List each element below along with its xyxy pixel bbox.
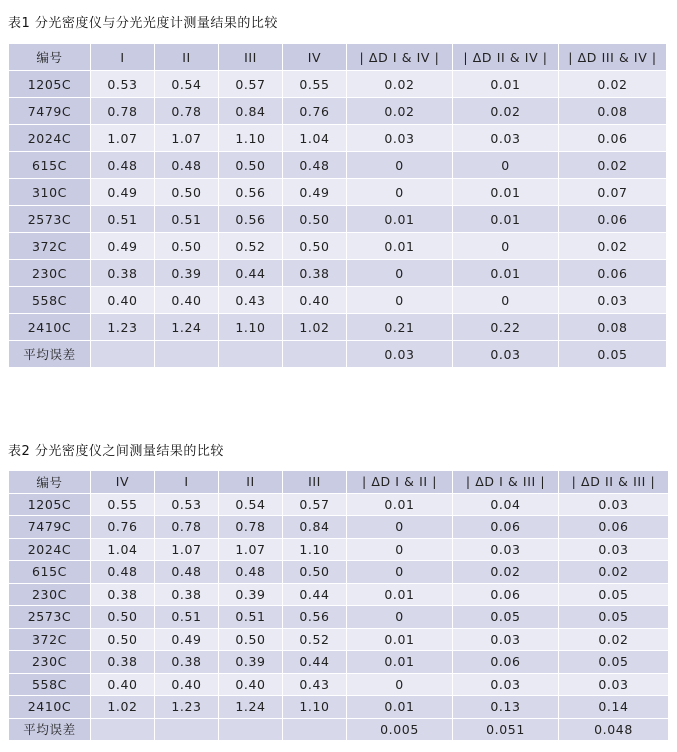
table-cell: 1.10 (283, 538, 347, 561)
table-cell: 0.39 (219, 651, 283, 674)
table-cell: 0.57 (283, 493, 347, 516)
table-cell (219, 718, 283, 741)
table-cell: 平均误差 (9, 718, 91, 741)
table-cell: 0.01 (453, 206, 559, 233)
table-cell: 0 (347, 673, 453, 696)
table-cell: 0.01 (453, 179, 559, 206)
table-cell: 0.78 (155, 516, 219, 539)
table-cell: 0.76 (283, 98, 347, 125)
header-cell: | ΔD II & III | (559, 471, 669, 494)
table-cell (283, 341, 347, 368)
table-cell: 0.13 (453, 696, 559, 719)
table-cell: 0.40 (91, 287, 155, 314)
table-cell: 0.02 (453, 561, 559, 584)
table-cell: 0.51 (91, 206, 155, 233)
table-row (9, 179, 667, 206)
header-cell: I (91, 44, 155, 71)
table-cell: 0.06 (559, 125, 667, 152)
header-cell: IV (91, 471, 155, 494)
table-cell: 2024C (9, 538, 91, 561)
table-cell: 0.14 (559, 696, 669, 719)
table-row (9, 233, 667, 260)
table-cell: 0.56 (283, 606, 347, 629)
table-cell: 0.05 (559, 606, 669, 629)
table-cell: 0.50 (283, 206, 347, 233)
header-cell: I (155, 471, 219, 494)
table-cell: 0.03 (453, 538, 559, 561)
table-cell: 2573C (9, 606, 91, 629)
table-cell: 0.05 (453, 606, 559, 629)
table-header-row (9, 44, 667, 71)
table-cell (91, 718, 155, 741)
table-cell: 0.49 (155, 628, 219, 651)
table-cell: 0.01 (453, 260, 559, 287)
table-row (9, 538, 669, 561)
table-cell: 0.40 (219, 673, 283, 696)
table-cell: 230C (9, 260, 91, 287)
table-row (9, 287, 667, 314)
table-cell: 0.48 (219, 561, 283, 584)
table-cell: 0 (453, 287, 559, 314)
table-cell: 2410C (9, 696, 91, 719)
header-cell: III (219, 44, 283, 71)
table-row (9, 125, 667, 152)
table-cell: 0.01 (347, 651, 453, 674)
table-cell: 0.53 (155, 493, 219, 516)
header-cell: II (155, 44, 219, 71)
table-cell: 0.54 (219, 493, 283, 516)
table-cell: 372C (9, 233, 91, 260)
table-cell: 0.21 (347, 314, 453, 341)
table-cell: 0.55 (283, 71, 347, 98)
table-cell (155, 718, 219, 741)
table-cell: 0 (347, 538, 453, 561)
table-cell: 0.048 (559, 718, 669, 741)
table-cell: 0 (347, 561, 453, 584)
table-cell: 0.06 (453, 583, 559, 606)
table-row (9, 516, 669, 539)
table-cell: 0.03 (453, 673, 559, 696)
table-cell: 0.57 (219, 71, 283, 98)
table-cell: 1205C (9, 71, 91, 98)
table-cell: 1.07 (219, 538, 283, 561)
table-cell: 0.51 (155, 606, 219, 629)
table-cell: 0.06 (559, 516, 669, 539)
table-cell: 0.51 (219, 606, 283, 629)
table-cell (283, 718, 347, 741)
table-row (9, 152, 667, 179)
table-cell: 0.02 (347, 98, 453, 125)
table-cell: 0.50 (91, 606, 155, 629)
table-cell: 0.50 (155, 179, 219, 206)
table-cell: 0.05 (559, 651, 669, 674)
table-cell: 1.23 (155, 696, 219, 719)
table-cell: 0.48 (91, 561, 155, 584)
table-cell: 0 (347, 606, 453, 629)
table-row (9, 98, 667, 125)
table-row (9, 606, 669, 629)
table1 (8, 43, 667, 368)
table-cell: 0.48 (91, 152, 155, 179)
table-cell: 0.39 (219, 583, 283, 606)
table-cell: 0.02 (559, 628, 669, 651)
table-footer-row (9, 341, 667, 368)
table-cell: 1.23 (91, 314, 155, 341)
table-cell: 0.39 (155, 260, 219, 287)
table-cell: 0.84 (283, 516, 347, 539)
table-cell: 1.07 (91, 125, 155, 152)
table-cell: 310C (9, 179, 91, 206)
table-cell: 0.38 (155, 651, 219, 674)
table-cell: 1.07 (155, 538, 219, 561)
table-cell: 615C (9, 561, 91, 584)
table-cell: 0.40 (91, 673, 155, 696)
table-cell: 0.38 (91, 651, 155, 674)
table-cell: 0.43 (283, 673, 347, 696)
table-cell (91, 341, 155, 368)
header-cell: III (283, 471, 347, 494)
table-cell (219, 341, 283, 368)
table-cell: 0.04 (453, 493, 559, 516)
table-cell: 0.48 (155, 152, 219, 179)
table-row (9, 493, 669, 516)
header-cell: 编号 (9, 471, 91, 494)
table-cell: 0.50 (283, 233, 347, 260)
header-cell: | ΔD I & III | (453, 471, 559, 494)
table-row (9, 673, 669, 696)
table-cell: 0 (347, 179, 453, 206)
table-cell: 0.76 (91, 516, 155, 539)
table-cell: 558C (9, 287, 91, 314)
table-cell: 1.02 (91, 696, 155, 719)
table-cell: 0.02 (559, 233, 667, 260)
table-cell: 0.49 (91, 233, 155, 260)
table-row (9, 696, 669, 719)
table-row (9, 260, 667, 287)
table-cell: 0.05 (559, 583, 669, 606)
table-cell: 0.01 (347, 628, 453, 651)
table-cell: 230C (9, 651, 91, 674)
table-cell: 1.07 (155, 125, 219, 152)
table-cell: 1.24 (155, 314, 219, 341)
table-cell: 0.03 (559, 673, 669, 696)
table-cell: 0.52 (219, 233, 283, 260)
table-cell: 0.51 (155, 206, 219, 233)
table-cell: 0.03 (559, 493, 669, 516)
header-cell: 编号 (9, 44, 91, 71)
table-cell: 0 (453, 233, 559, 260)
table-cell: 0.44 (283, 651, 347, 674)
table-cell: 230C (9, 583, 91, 606)
table-cell: 0.01 (453, 71, 559, 98)
table-cell: 0 (347, 152, 453, 179)
table-cell: 0 (347, 516, 453, 539)
table-cell: 2410C (9, 314, 91, 341)
table-row (9, 314, 667, 341)
table-cell: 0 (347, 260, 453, 287)
table-cell: 0.005 (347, 718, 453, 741)
table-cell: 0.01 (347, 493, 453, 516)
table-cell: 0.08 (559, 98, 667, 125)
table-cell: 1205C (9, 493, 91, 516)
table-cell: 0.01 (347, 696, 453, 719)
header-cell: | ΔD III & IV | (559, 44, 667, 71)
table-cell: 平均误差 (9, 341, 91, 368)
table-row (9, 561, 669, 584)
table-cell: 0.03 (453, 125, 559, 152)
table-cell: 1.10 (283, 696, 347, 719)
table-cell: 0.03 (347, 125, 453, 152)
table-cell: 0.22 (453, 314, 559, 341)
table-cell: 0.40 (155, 673, 219, 696)
table-cell: 0.01 (347, 233, 453, 260)
table-cell: 2573C (9, 206, 91, 233)
table-cell: 7479C (9, 516, 91, 539)
table-cell: 1.04 (283, 125, 347, 152)
table-row (9, 71, 667, 98)
table-cell: 0.06 (559, 206, 667, 233)
table-cell: 615C (9, 152, 91, 179)
table-cell: 0.50 (155, 233, 219, 260)
table-row (9, 206, 667, 233)
table2-caption: 表2 分光密度仪之间测量结果的比较 (8, 444, 224, 459)
table-cell: 0.02 (559, 561, 669, 584)
table-cell: 0.38 (283, 260, 347, 287)
table-cell: 0.55 (91, 493, 155, 516)
table-cell: 0.40 (283, 287, 347, 314)
table-cell: 0.01 (347, 583, 453, 606)
table-footer-row (9, 718, 669, 741)
table-cell: 0.06 (453, 516, 559, 539)
table-header-row (9, 471, 669, 494)
table-cell: 0.78 (155, 98, 219, 125)
table-cell: 0.50 (219, 628, 283, 651)
table-cell: 0.53 (91, 71, 155, 98)
table-cell: 0.50 (283, 561, 347, 584)
header-cell: | ΔD I & IV | (347, 44, 453, 71)
table-cell: 0.38 (155, 583, 219, 606)
table-cell: 7479C (9, 98, 91, 125)
table-cell: 0.56 (219, 179, 283, 206)
table-cell: 372C (9, 628, 91, 651)
table-cell (155, 341, 219, 368)
table-row (9, 651, 669, 674)
table-cell: 0.54 (155, 71, 219, 98)
table-cell: 0.43 (219, 287, 283, 314)
table-cell: 0.49 (283, 179, 347, 206)
table-cell: 0.50 (91, 628, 155, 651)
table-cell: 0.49 (91, 179, 155, 206)
table-cell: 0.84 (219, 98, 283, 125)
table-cell: 0.40 (155, 287, 219, 314)
table-cell: 0.52 (283, 628, 347, 651)
header-cell: | ΔD II & IV | (453, 44, 559, 71)
table-cell: 0.02 (559, 71, 667, 98)
table-cell: 0.50 (219, 152, 283, 179)
table-cell: 0.02 (559, 152, 667, 179)
table-row (9, 628, 669, 651)
table1-caption: 表1 分光密度仪与分光光度计测量结果的比较 (8, 16, 278, 31)
table-cell: 0.051 (453, 718, 559, 741)
table-cell: 0.08 (559, 314, 667, 341)
table-cell: 0.78 (91, 98, 155, 125)
table-cell: 0.03 (453, 341, 559, 368)
table-cell: 0.48 (283, 152, 347, 179)
table-cell: 0.03 (453, 628, 559, 651)
table-cell: 1.10 (219, 125, 283, 152)
table-cell: 0.02 (347, 71, 453, 98)
table-cell: 0.56 (219, 206, 283, 233)
header-cell: IV (283, 44, 347, 71)
header-cell: II (219, 471, 283, 494)
table-cell: 0 (453, 152, 559, 179)
table-cell: 0.03 (559, 287, 667, 314)
table-cell: 0.02 (453, 98, 559, 125)
table-cell: 0.48 (155, 561, 219, 584)
table-cell: 0.38 (91, 583, 155, 606)
table-cell: 0.03 (347, 341, 453, 368)
table-cell: 0.05 (559, 341, 667, 368)
table-cell: 0.06 (453, 651, 559, 674)
table-cell: 1.10 (219, 314, 283, 341)
table-cell: 0.03 (559, 538, 669, 561)
table2 (8, 470, 669, 741)
table-cell: 1.04 (91, 538, 155, 561)
header-cell: | ΔD I & II | (347, 471, 453, 494)
table-cell: 0.44 (283, 583, 347, 606)
table-cell: 0 (347, 287, 453, 314)
table-cell: 0.01 (347, 206, 453, 233)
table-cell: 1.24 (219, 696, 283, 719)
table-cell: 1.02 (283, 314, 347, 341)
table-cell: 0.78 (219, 516, 283, 539)
table-cell: 2024C (9, 125, 91, 152)
table-cell: 558C (9, 673, 91, 696)
table-cell: 0.07 (559, 179, 667, 206)
table-row (9, 583, 669, 606)
table-cell: 0.38 (91, 260, 155, 287)
table-cell: 0.44 (219, 260, 283, 287)
table-cell: 0.06 (559, 260, 667, 287)
